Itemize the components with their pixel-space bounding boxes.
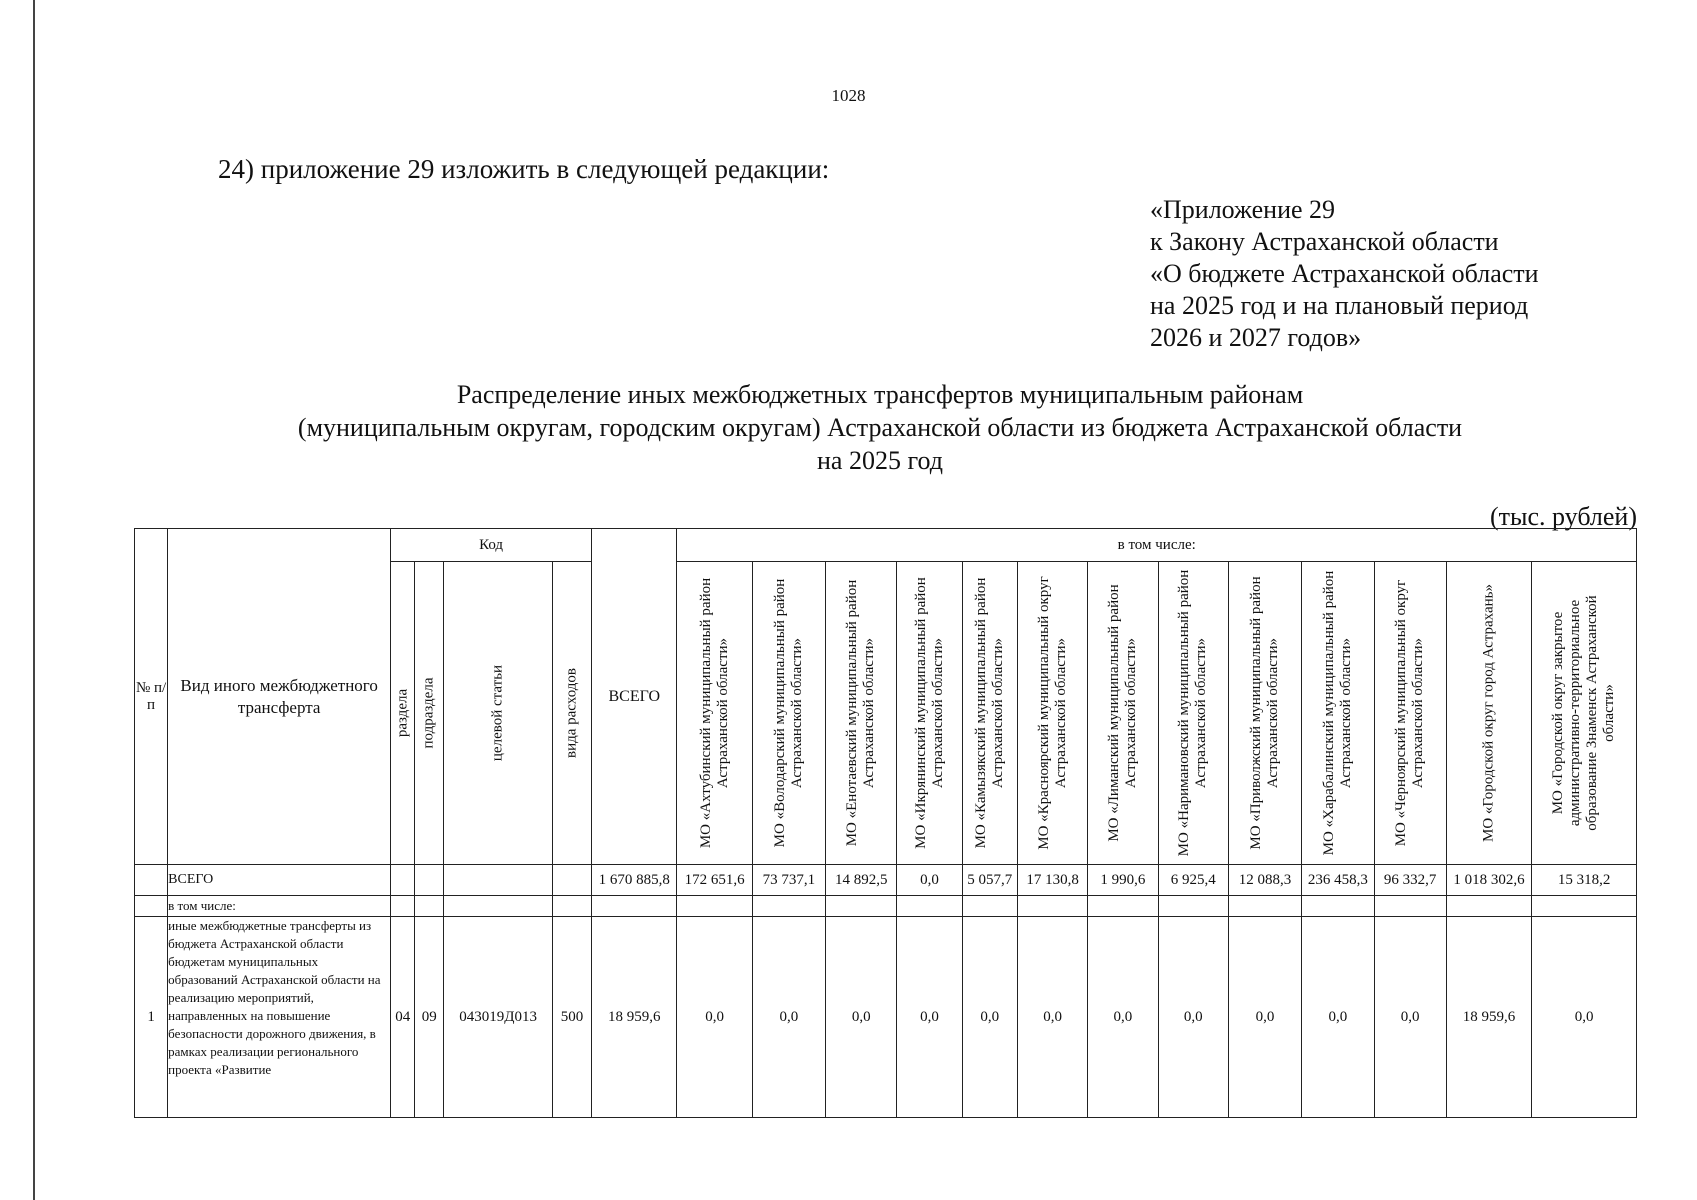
header-mo-privolzhsky: МО «Приволжский муниципальный район Астраханской области» — [1228, 562, 1301, 865]
table-cell — [1017, 896, 1087, 917]
table-row — [135, 917, 1637, 1118]
table-cell-description: иные межбюджетные трансферты из бюджета Астраханской области бюджетам муниципальных образований Астраханской области на реализацию мероприятий, направленных на повышение безопасности дорожного движения, в рамках реализации регионального проекта «Развитие — [168, 917, 391, 1118]
table-cell: 18 959,6 — [1446, 917, 1531, 1118]
header-mo-krasnoyarsky: МО «Красноярский муниципальный округ Астраханской области» — [1017, 562, 1087, 865]
table-cell — [962, 896, 1017, 917]
header-mo-znamensk: МО «Городской округ закрытое административно-территориальное образование Знаменск Астраханской области» — [1532, 562, 1637, 865]
header-including: в том числе: — [677, 529, 1637, 562]
table-cell — [1532, 896, 1637, 917]
header-row-1 — [135, 529, 1637, 562]
table-cell: 0,0 — [1228, 917, 1301, 1118]
table-cell: 0,0 — [677, 917, 752, 1118]
header-mo-akhtubinsky: МО «Ахтубинский муниципальный район Астраханской области» — [677, 562, 752, 865]
page-number: 1028 — [831, 86, 866, 105]
binding-line — [33, 0, 35, 1200]
table-cell-total: 1 670 885,8 — [592, 865, 677, 896]
table-cell — [826, 896, 897, 917]
table-cell — [592, 896, 677, 917]
table-cell — [391, 865, 415, 896]
table-cell: 0,0 — [962, 917, 1017, 1118]
table-cell: 17 130,8 — [1017, 865, 1087, 896]
table-cell — [444, 896, 552, 917]
table-cell — [444, 865, 552, 896]
appendix-line: «Приложение 29 — [1150, 195, 1336, 224]
header-mo-ikryaninsky: МО «Икрянинский муниципальный район Астраханской области» — [897, 562, 962, 865]
title-line: (муниципальным округам, городским округам) Астраханской области из бюджета Астраханской области — [297, 413, 1463, 442]
title-line: Распределение иных межбюджетных трансфертов муниципальным районам — [456, 380, 1304, 409]
table-cell — [135, 865, 168, 896]
header-mo-enotaevsky: МО «Енотаевский муниципальный район Астраханской области» — [826, 562, 897, 865]
appendix-reference — [1150, 194, 1539, 354]
budget-table-wrapper — [134, 528, 1637, 1118]
table-row-total — [135, 865, 1637, 896]
table-cell: 0,0 — [1088, 917, 1158, 1118]
table-cell — [391, 896, 415, 917]
table-cell: 0,0 — [1017, 917, 1087, 1118]
table-cell — [1088, 896, 1158, 917]
header-total: ВСЕГО — [592, 529, 677, 865]
header-mo-volodarsky: МО «Володарский муниципальный район Астраханской области» — [752, 562, 825, 865]
table-cell: 5 057,7 — [962, 865, 1017, 896]
table-cell-total: 18 959,6 — [592, 917, 677, 1118]
header-mo-kamyzyaksky: МО «Камызякский муниципальный район Астраханской области» — [962, 562, 1017, 865]
appendix-line: «О бюджете Астраханской области — [1150, 259, 1539, 288]
appendix-line: 2026 и 2027 годов» — [1150, 323, 1362, 352]
table-cell-label: в том числе: — [168, 896, 391, 917]
table-cell: 0,0 — [897, 865, 962, 896]
table-cell — [1446, 896, 1531, 917]
amendment-instruction: 24) приложение 29 изложить в следующей редакции: — [218, 154, 830, 184]
header-mo-limansky: МО «Лиманский муниципальный район Астраханской области» — [1088, 562, 1158, 865]
table-cell: 236 458,3 — [1302, 865, 1374, 896]
table-cell: 0,0 — [826, 917, 897, 1118]
table-cell — [415, 865, 444, 896]
table-cell-razdel: 04 — [391, 917, 415, 1118]
table-cell-celevaya: 043019Д013 — [444, 917, 552, 1118]
budget-table — [134, 528, 1637, 1118]
header-no: № п/п — [135, 529, 168, 865]
table-cell-vid-rashodov: 500 — [552, 917, 591, 1118]
table-cell — [135, 896, 168, 917]
table-cell-no: 1 — [135, 917, 168, 1118]
header-podrazdel: подраздела — [415, 562, 444, 865]
table-cell: 1 018 302,6 — [1446, 865, 1531, 896]
header-razdel: раздела — [391, 562, 415, 865]
appendix-line: на 2025 год и на плановый период — [1150, 291, 1529, 320]
header-vid-rashodov: вида расходов — [552, 562, 591, 865]
table-cell — [1374, 896, 1446, 917]
table-cell — [1302, 896, 1374, 917]
title-line: на 2025 год — [817, 446, 943, 475]
appendix-line: к Закону Астраханской области — [1150, 227, 1499, 256]
table-cell: 96 332,7 — [1374, 865, 1446, 896]
table-cell: 0,0 — [1532, 917, 1637, 1118]
table-cell: 0,0 — [1374, 917, 1446, 1118]
table-cell: 0,0 — [1302, 917, 1374, 1118]
table-cell — [752, 896, 825, 917]
table-cell: 0,0 — [1158, 917, 1228, 1118]
table-cell-label: ВСЕГО — [168, 865, 391, 896]
header-transfer-type: Вид иного межбюджетного трансферта — [168, 529, 391, 865]
table-cell — [415, 896, 444, 917]
table-cell: 15 318,2 — [1532, 865, 1637, 896]
table-cell: 12 088,3 — [1228, 865, 1301, 896]
header-celevaya: целевой статьи — [444, 562, 552, 865]
table-cell: 1 990,6 — [1088, 865, 1158, 896]
units-label: (тыс. рублей) — [1489, 502, 1637, 531]
table-cell — [552, 896, 591, 917]
table-cell — [1158, 896, 1228, 917]
table-cell — [552, 865, 591, 896]
header-code: Код — [391, 529, 592, 562]
header-mo-narimanovsky: МО «Наримановский муниципальный район Астраханской области» — [1158, 562, 1228, 865]
table-cell — [1228, 896, 1301, 917]
table-cell: 0,0 — [752, 917, 825, 1118]
table-cell — [897, 896, 962, 917]
header-mo-kharabalinsky: МО «Харабалинский муниципальный район Астраханской области» — [1302, 562, 1374, 865]
table-cell: 0,0 — [897, 917, 962, 1118]
document-title — [180, 378, 1580, 477]
table-cell-podrazdel: 09 — [415, 917, 444, 1118]
table-cell: 73 737,1 — [752, 865, 825, 896]
table-cell: 6 925,4 — [1158, 865, 1228, 896]
table-cell: 14 892,5 — [826, 865, 897, 896]
header-mo-astrakhan: МО «Городской округ город Астрахань» — [1446, 562, 1531, 865]
table-cell: 172 651,6 — [677, 865, 752, 896]
header-mo-chernoyarsky: МО «Черноярский муниципальный округ Астраханской области» — [1374, 562, 1446, 865]
table-cell — [677, 896, 752, 917]
table-row-including — [135, 896, 1637, 917]
